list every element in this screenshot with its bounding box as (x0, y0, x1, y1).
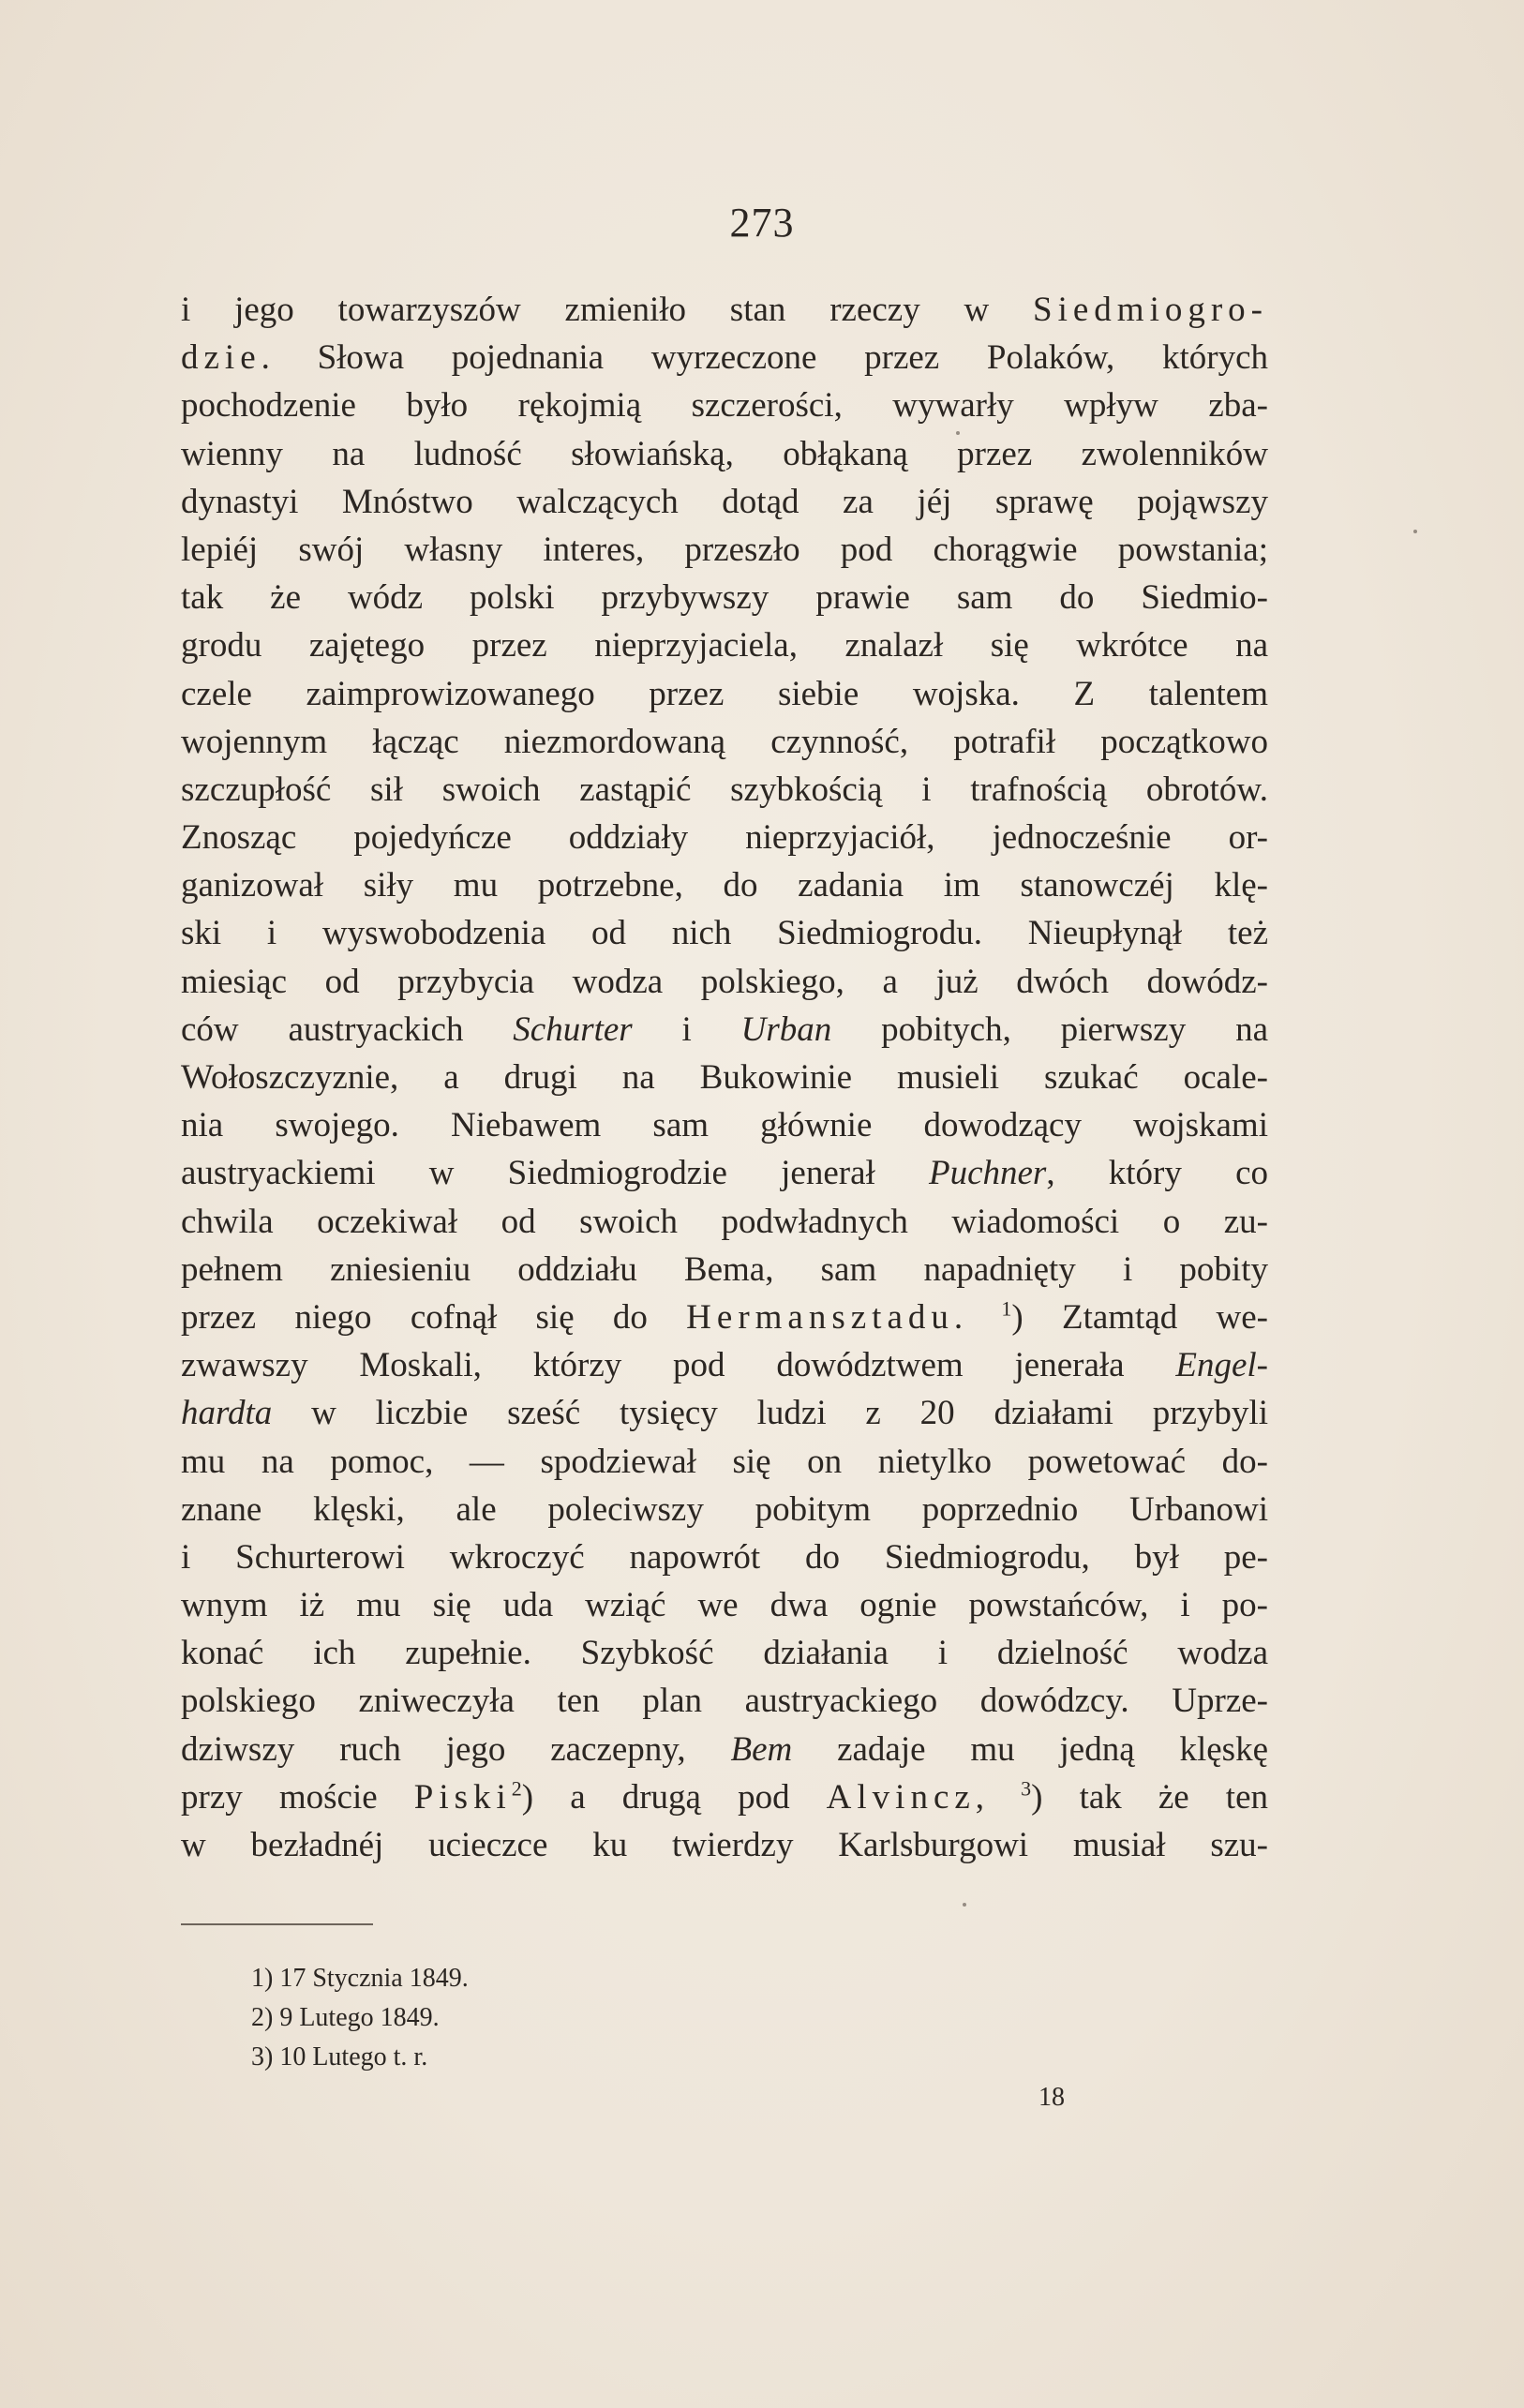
text-segment: Siedmiogro- (1033, 291, 1268, 329)
text-segment: i (632, 1010, 741, 1049)
text-line (181, 430, 1268, 478)
text-line (181, 478, 1268, 526)
text-line (181, 718, 1268, 766)
text-segment: przy moście (181, 1777, 414, 1817)
text-line (181, 1198, 1268, 1246)
text-line (181, 1486, 1268, 1533)
text-segment: pochodzenie było rękojmią szczerości, wywarły wpływ zba- (181, 386, 1268, 426)
text-segment: w liczbie sześć tysięcy ludzi z 20 działami przybyli (272, 1394, 1268, 1433)
text-segment: konać ich zupełnie. Szybkość działania i dzielność wodza (181, 1634, 1268, 1673)
text-segment: wienny na ludność słowiańską, obłąkaną przez zwolenników (181, 434, 1268, 473)
text-line (181, 861, 1268, 909)
text-line (181, 286, 1268, 334)
text-line (181, 526, 1268, 574)
text-segment: w bezładnéj ucieczce ku twierdzy Karlsburgowi musiał szu- (181, 1826, 1268, 1864)
text-segment: miesiąc od przybycia wodza polskiego, a już dwóch dowódz- (181, 962, 1268, 1001)
text-line (181, 1438, 1268, 1486)
text-segment: Hermansztadu (686, 1297, 954, 1337)
text-segment: mu na pomoc, — spodziewał się on nietylko powetować do- (181, 1442, 1268, 1481)
text-segment: lepiéj swój własny interes, przeszło pod chorągwie powstania; (181, 530, 1268, 569)
text-segment: . Słowa pojednania wyrzeczone przez Polaków, których (261, 338, 1268, 378)
page-number: 273 (729, 200, 795, 246)
text-segment: grodu zajętego przez nieprzyjaciela, znalazł się wkrótce na (181, 626, 1268, 666)
footnotes (251, 1959, 469, 2077)
text-segment: przez niego cofnął się do (181, 1297, 687, 1337)
text-segment: pobitych, pierwszy na (831, 1010, 1268, 1049)
text-segment: i jego towarzyszów zmieniło stan rzeczy w (181, 291, 1034, 329)
footnote: 2) 9 Lutego 1849. (251, 2003, 440, 2032)
text-segment: ski i wyswobodzenia od nich Siedmiogrodu. Nieupłynął też (181, 914, 1268, 953)
text-segment: ców austryackich (181, 1010, 514, 1049)
text-segment: Urban (740, 1010, 832, 1049)
print-speck (956, 431, 960, 435)
text-line (181, 1629, 1268, 1677)
text-segment: zadaje mu jedną klęskę (792, 1729, 1268, 1769)
text-segment: pełnem zniesieniu oddziału Bema, sam napadnięty i pobity (181, 1249, 1268, 1289)
text-segment: zwawszy Moskali, którzy pod dowództwem jenerała (181, 1346, 1176, 1385)
text-segment: 2 (511, 1776, 522, 1801)
text-segment: Schurter (513, 1010, 633, 1049)
text-segment: Piski (413, 1777, 512, 1817)
text-line (181, 1773, 1268, 1821)
text-segment: dziwszy ruch jego zaczepny, (181, 1729, 731, 1769)
text-segment: , (975, 1777, 1022, 1817)
text-segment: chwila oczekiwał od swoich podwładnych wiadomości o zu- (181, 1202, 1268, 1241)
text-line (181, 1246, 1268, 1294)
text-segment: ganizował siły mu potrzebne, do zadania im stanowczéj klę- (181, 866, 1268, 905)
text-line (181, 1006, 1268, 1054)
footnote: 3) 10 Lutego t. r. (251, 2042, 428, 2071)
text-line (181, 958, 1268, 1006)
text-segment: tak że wódz polski przybywszy prawie sam do Siedmio- (181, 578, 1268, 618)
text-line (181, 381, 1268, 429)
print-speck (1413, 530, 1417, 533)
text-line (181, 574, 1268, 621)
text-line (181, 1726, 1268, 1773)
text-segment: Bem (730, 1729, 793, 1769)
signature-mark: 18 (1038, 2083, 1065, 2112)
footnote-divider (181, 1923, 373, 1925)
text-segment: austryackiemi w Siedmiogrodzie jenerał (181, 1154, 929, 1193)
footnote: 1) 17 Stycznia 1849. (251, 1964, 469, 1993)
text-segment: hardta (181, 1394, 273, 1433)
text-segment: wojennym łącząc niezmordowaną czynność, potrafił początkowo (181, 722, 1268, 761)
text-line (181, 621, 1268, 669)
text-segment: dynastyi Mnóstwo walczących dotąd za jéj sprawę pojąwszy (181, 482, 1268, 521)
text-line (181, 1677, 1268, 1725)
text-segment: ) a drugą pod (521, 1777, 827, 1817)
text-segment: i Schurterowi wkroczyć napowrót do Siedmiogrodu, był pe- (181, 1537, 1268, 1577)
text-line (181, 1101, 1268, 1149)
text-segment: nia swojego. Niebawem sam głównie dowodzący wojskami (181, 1106, 1268, 1145)
text-line (181, 909, 1268, 957)
text-segment: dzie (181, 338, 261, 378)
text-segment: ) tak że ten (1031, 1777, 1269, 1817)
text-line (181, 1821, 1268, 1869)
text-segment: czele zaimprowizowanego przez siebie wojska. Z talentem (181, 674, 1268, 713)
text-line (181, 814, 1268, 861)
print-speck (963, 1903, 966, 1907)
text-segment: 1 (1001, 1296, 1012, 1321)
text-line (181, 1389, 1268, 1437)
text-segment: polskiego zniweczyła ten plan austryackiego dowódzcy. Uprze- (181, 1682, 1268, 1721)
text-line (181, 766, 1268, 814)
text-line (181, 1054, 1268, 1101)
text-segment: Alvincz (826, 1777, 976, 1817)
text-line (181, 1149, 1268, 1197)
text-line (181, 670, 1268, 718)
text-line (181, 334, 1268, 381)
text-segment: szczupłość sił swoich zastąpić szybkością i trafnością obrotów. (181, 770, 1268, 809)
text-segment: Znosząc pojedyńcze oddziały nieprzyjaciół, jednocześnie or- (181, 818, 1268, 858)
text-segment: znane klęski, ale poleciwszy pobitym poprzednio Urbanowi (181, 1489, 1268, 1529)
text-segment: . (953, 1297, 1002, 1337)
text-segment: ) Ztamtąd we- (1011, 1297, 1268, 1337)
text-line (181, 1294, 1268, 1341)
text-segment: 3 (1021, 1776, 1032, 1801)
text-segment: , który co (1046, 1154, 1268, 1193)
text-line (181, 1581, 1268, 1629)
body-text (181, 286, 1268, 1869)
text-segment: Wołoszczyznie, a drugi na Bukowinie musieli szukać ocale- (181, 1058, 1268, 1097)
text-segment: Puchner (928, 1154, 1047, 1193)
text-segment: wnym iż mu się uda wziąć we dwa ognie powstańców, i po- (181, 1586, 1268, 1625)
text-segment: Engel- (1175, 1346, 1268, 1385)
text-line (181, 1533, 1268, 1581)
text-line (181, 1341, 1268, 1389)
